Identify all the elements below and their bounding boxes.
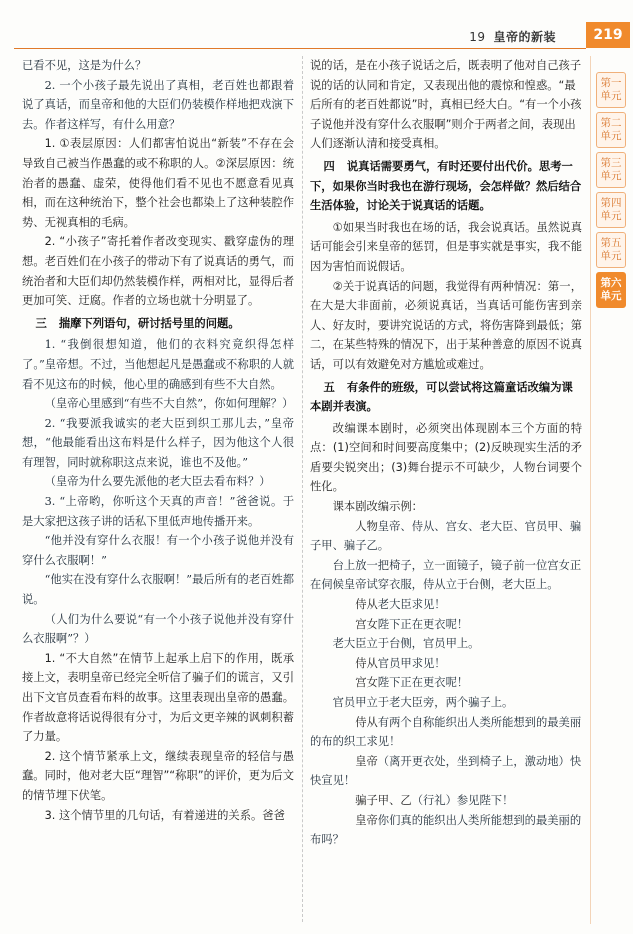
script-role: 骗子甲、乙 (355, 793, 412, 807)
tab-unit-3[interactable]: 第三单元 (596, 152, 626, 188)
answer-4-1: ①如果当时我也在场的话，我会说真话。虽然说真话可能会引来皇帝的惩罚，但是事实就是事实，我不能因为害怕而说假话。 (310, 220, 582, 273)
column-divider (302, 56, 303, 922)
section-4-title: 说真话需要勇气，有时还要付出代价。思考一下，如果你当时我也在游行现场，会怎样做？然后结合生活体验，讨论关于说真话的话题。 (310, 159, 582, 213)
tab-unit-6[interactable]: 第六单元 (596, 272, 626, 308)
quote-1-note: （皇帝心里感到“有些不大自然”，你如何理解？） (44, 397, 294, 411)
script-line (310, 595, 582, 615)
script-text: 官员甲求见！ (377, 656, 446, 670)
script-line (310, 673, 582, 693)
left-question-2: 2. 一个小孩子最先说出了真相，老百姓也都跟着说了真话，而皇帝和他的大臣们仍装模作样地把戏演下去。作者这样写，有什么用意？ (22, 78, 294, 131)
section-4-heading (310, 157, 582, 216)
script-text: 官员甲立于老大臣旁，两个骗子上。 (332, 696, 514, 709)
script-text: 陛下正在更衣呢！ (377, 676, 469, 690)
tab-edge-line (590, 56, 591, 924)
quote-3: 3. “上帝哟，你听这个天真的声音！”爸爸说。于是大家把这孩子讲的话私下里低声地传播开来。 (22, 495, 294, 528)
script-text: （行礼）参见陛下！ (411, 793, 514, 807)
page-number: 219 (586, 22, 630, 48)
unit-tabs (596, 72, 626, 312)
section-5-heading (310, 378, 582, 417)
script-text: 老大臣立于台侧，官员甲上。 (332, 637, 480, 651)
quote-3-line2: “他实在没有穿什么衣服啊！”最后所有的老百姓都说。 (22, 573, 294, 607)
script-role: 皇帝 (355, 813, 378, 827)
example-label: 课本剧改编示例： (332, 500, 423, 514)
tab-unit-5[interactable]: 第五单元 (596, 232, 626, 268)
script-line (310, 654, 582, 674)
left-answer-1: 1. ①表层原因：人们都害怕说出“新装”不存在会导致自己被当作愚蠢的或不称职的人。②深层原因：统治者的愚蠢、虚荣，使得他们看不见也不愿意看见真相，而在这种统治下，整个社会也都染上了这种装腔作势、无视真相的毛病。 (22, 137, 294, 229)
script-role: 宫女 (355, 676, 378, 690)
stage-direction-1: 台上放一把椅子，立一面镜子，镜子前一位宫女正在伺候皇帝试穿衣服，侍从立于台侧，老大臣上。 (310, 558, 582, 592)
page-header (14, 22, 586, 49)
adaptation-tips: 改编课本剧时，必须突出体现剧本三个方面的特点：(1)空间和时间要高度集中；(2)反映现实生活的矛盾要尖锐突出；(3)舞台提示不可缺少，人物台词要个性化。 (310, 421, 582, 494)
script-text: 老大臣求见！ (377, 598, 446, 612)
left-answer-2: 2. “小孩子”寄托着作者改变现实、戳穿虚伪的理想。老百姓们在小孩子的带动下有了说真话的勇气，而统治者和大臣们却仍然装模作样，两相对比，显得后者更加可笑、迂腐。作者的立场也就十分明显了。 (22, 235, 294, 308)
cast-label: 人物 (355, 519, 378, 533)
script-line (310, 713, 582, 752)
answer-4-2: ②关于说真话的问题，我觉得有两种情况：第一，在大是大非面前，必须说真话，当真话可能伤害到亲人、好友时，要讲究说话的方式，将伤害降到最低；第二，在某些特殊的情况下，出于某种善意的原因不说真话，可以有效避免对方尴尬或难过。 (310, 279, 582, 371)
left-column (22, 56, 294, 924)
section-4-number: 四 (323, 159, 335, 173)
script-line (310, 615, 582, 635)
quote-3-note: （人们为什么要说“有一个小孩子说他并没有穿什么衣服啊”？） (22, 612, 294, 646)
cast-list: 皇帝、侍从、宫女、老大臣、官员甲、骗子甲、骗子乙。 (310, 519, 582, 553)
section-3-heading (22, 314, 294, 334)
script-role: 宫女 (355, 617, 378, 631)
answer-q3: 3. 这个情节里的几句话，有着递进的关系。爸爸 (44, 808, 285, 822)
section-5-title: 有条件的班级，可以尝试将这篇童话改编为课本剧并表演。 (310, 380, 573, 414)
script-line (310, 791, 582, 811)
quote-2-note: （皇帝为什么要先派他的老大臣去看布料？） (44, 475, 271, 489)
script-text: 你们真的能织出人类所能想到的最美丽的布吗？ (310, 813, 582, 847)
quote-3-line1: “他并没有穿什么衣服！有一个小孩子说他并没有穿什么衣服啊！” (22, 534, 294, 567)
left-p1: 已看不见，这是为什么？ (22, 59, 147, 72)
script-text: （离开更衣处，坐到椅子上，激动地）快快宣见！ (310, 754, 582, 788)
section-3-title: 揣摩下列语句，研讨括号里的问题。 (58, 316, 240, 330)
quote-2: 2. “我要派我诚实的老大臣到织工那儿去，”皇帝想，“他最能看出这布料是什么样子，因为他这个人很有理智，同时就称职这点来说，谁也不及他。” (22, 416, 294, 469)
tab-unit-4[interactable]: 第四单元 (596, 192, 626, 228)
tab-unit-1[interactable]: 第一单元 (596, 72, 626, 108)
section-3-number: 三 (35, 316, 47, 330)
lesson-title: 皇帝的新装 (493, 30, 556, 44)
answer-q1: 1. “不大自然”在情节上起承上启下的作用，既承接上文，表明皇帝已经完全听信了骗子们的谎言，又引出下文官员查看布料的故事。这里表现出皇帝的愚蠢。作者故意将话说得很有分寸，为后文更辛辣的讽刺积蓄了力量。 (22, 651, 294, 744)
quote-1: 1. “我倒很想知道，他们的衣料究竟织得怎样了。”皇帝想。不过，当他想起凡是愚蠢或不称职的人就看不见这布的时候，他心里的确感到有些不大自然。 (22, 338, 294, 391)
cast-line (310, 517, 582, 556)
script-role: 皇帝 (355, 754, 378, 768)
lesson-number: 19 (469, 30, 486, 44)
script-text: 有两个自称能织出人类所能想到的最美丽的布的织工求见！ (310, 715, 582, 749)
right-column (310, 56, 582, 924)
script-line (310, 811, 582, 850)
script-role: 侍从 (355, 656, 378, 670)
script-line (310, 634, 582, 654)
script-text: 陛下正在更衣呢！ (377, 617, 469, 631)
script-line (310, 693, 582, 713)
header-title (469, 28, 556, 45)
section-5-number: 五 (323, 380, 335, 394)
script-lines (310, 595, 582, 850)
right-p1: 说的话，是在小孩子说话之后，既表明了他对自己孩子说的话的认同和肯定，又表现出他的震惊和惶惑。“最后所有的老百姓都说”时，真相已经大白。“有一个小孩子说他并没有穿什么衣服啊”则介于两者之间，表现出人们逐渐认清和接受真相。 (310, 59, 582, 151)
answer-q2: 2. 这个情节紧承上文，继续表现皇帝的轻信与愚蠢。同时，他对老大臣“理智”“称职”的评价，更为后文的情节埋下伏笔。 (22, 749, 294, 802)
script-role: 侍从 (355, 598, 378, 612)
tab-unit-2[interactable]: 第二单元 (596, 112, 626, 148)
script-role: 侍从 (355, 715, 378, 729)
script-line (310, 752, 582, 791)
